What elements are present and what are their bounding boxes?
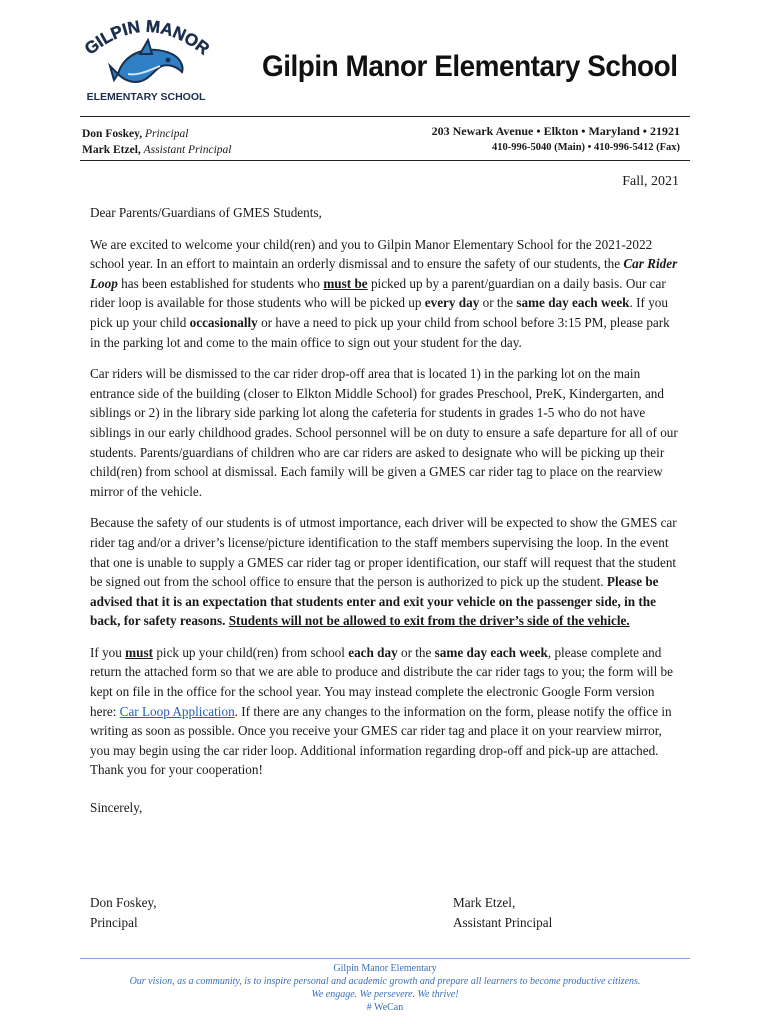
same-day-emphasis: same day each week	[516, 295, 630, 311]
same-day-emphasis: same day each week	[434, 644, 548, 660]
letter-body	[90, 203, 682, 830]
staff-block	[82, 126, 232, 158]
p1-text: picked up by a parent/guardian on a daily basis. Our car rider loop is available for those students who will be picked up	[90, 275, 666, 311]
p1-text: We are excited to welcome your child(ren) and you to Gilpin Manor Elementary School for the 2021-2022 school year. In an effort to maintain an orderly dismissal and to ensure the safety of our students, the	[90, 236, 653, 272]
school-name-heading: Gilpin Manor Elementary School	[262, 50, 678, 83]
footer-hashtag: # WeCan	[366, 1002, 404, 1013]
assistant-title: Assistant Principal	[143, 144, 232, 156]
car-loop-application-link[interactable]: Car Loop Application	[119, 703, 235, 719]
driver-side-warning: Students will not be allowed to exit from the driver’s side of the vehicle.	[228, 613, 630, 629]
closing: Sincerely,	[90, 800, 143, 816]
every-day-emphasis: every day	[424, 295, 480, 311]
paragraph-form	[90, 643, 682, 761]
principal-title: Principal	[144, 128, 189, 140]
must-emphasis: must	[125, 644, 154, 660]
passenger-side-notice: Please be advised that it is an expectation that students enter and exit your vehicle on the passenger side, in the back, for safety reasons.	[90, 574, 659, 629]
signature-left-title: Principal	[90, 914, 138, 930]
p4-text: , please complete and return the attached form so that we are able to produce and distribute the car rider tags to you; the form will be kept on file in the office for the school year. You may instead complete the electronic Google Form version here:	[90, 644, 673, 719]
p4-text: . If there are any changes to the information on the form, please notify the office in writing as soon as possible. Once you receive your GMES car rider tag and place it on your rearview mirror, you may begin using the car rider loop. Additional information regarding drop-off and pick-up are attached.	[90, 703, 672, 758]
footer-vision: Our vision, as a community, is to inspire personal and academic growth and prepare all learners to become productive citizens.	[129, 976, 641, 987]
school-logo	[80, 10, 212, 106]
signature-right-title: Assistant Principal	[453, 914, 553, 930]
signature-right-name: Mark Etzel,	[453, 895, 516, 910]
principal-line	[82, 126, 232, 142]
p4-text: If you	[90, 644, 126, 660]
footer-school-name: Gilpin Manor Elementary	[333, 963, 437, 974]
address-block	[432, 123, 680, 155]
p4-text: or the	[397, 644, 435, 660]
signature-left	[90, 893, 157, 932]
principal-name: Don Foskey,	[82, 128, 143, 140]
signature-left-name: Don Foskey,	[90, 895, 157, 910]
footer-divider	[80, 958, 690, 959]
dolphin-logo-icon	[80, 10, 212, 106]
school-phone: 410-996-5040 (Main) • 410-996-5412 (Fax)	[492, 142, 680, 153]
assistant-line	[82, 142, 232, 158]
p1-text: or the	[479, 295, 517, 311]
school-address: 203 Newark Avenue • Elkton • Maryland • 21921	[431, 124, 680, 138]
paragraph-safety	[90, 513, 682, 631]
header-divider-top	[80, 116, 690, 117]
p4-text: pick up your child(ren) from school	[153, 644, 349, 660]
each-day-emphasis: each day	[348, 644, 398, 660]
car-rider-loop-term: Car Rider Loop	[90, 256, 678, 291]
footer	[0, 962, 770, 1014]
paragraph-intro	[90, 235, 682, 353]
p1-text: . If you pick up your child	[90, 295, 668, 330]
must-be-emphasis: must be	[323, 275, 368, 291]
salutation: Dear Parents/Guardians of GMES Students,	[90, 205, 322, 220]
occasionally-emphasis: occasionally	[189, 314, 258, 330]
p1-text: or have a need to pick up your child from school before 3:15 PM, please park in the parking lot and come to the main office to sign out your student for the day.	[90, 314, 670, 350]
thank-you-line: Thank you for your cooperation!	[90, 762, 263, 778]
assistant-name: Mark Etzel,	[82, 144, 141, 156]
p1-text: has been established for students who	[117, 275, 324, 291]
p3-text: Because the safety of our students is of utmost importance, each driver will be expected to show the GMES car rider tag and/or a driver’s license/picture identification to the staff members supervising the loop. In the event that one is unable to supply a GMES car rider tag or proper identification, our staff will request that the student be signed out from the school office to ensure that the person is authorized to pick up the student.	[90, 515, 677, 590]
paragraph-dismissal-locations: Car riders will be dismissed to the car rider drop-off area that is located 1) in the parking lot on the main entrance side of the building (closer to Elkton Middle School) for grades Preschool, PreK, Kindergarten, and siblings or 2) in the library side parking lot along the cafeteria for students in grades 1-5 who do not have siblings in our early childhood grades. School personnel will be on duty to ensure a safe departure for all of our students. Parents/guardians of children who are car riders are asked to designate who will be picking up their child(ren) from school at dismissal. Each family will be given a GMES car rider tag to place on the rearview mirror of the vehicle.	[90, 366, 678, 499]
logo-top-text: GILPIN MANOR	[80, 16, 212, 59]
header-divider-bottom	[80, 160, 690, 161]
letter-date: Fall, 2021	[622, 174, 679, 189]
signature-right	[453, 893, 552, 932]
footer-motto: We engage. We persevere. We thrive!	[311, 989, 459, 1000]
logo-bottom-text: ELEMENTARY SCHOOL	[86, 91, 206, 103]
